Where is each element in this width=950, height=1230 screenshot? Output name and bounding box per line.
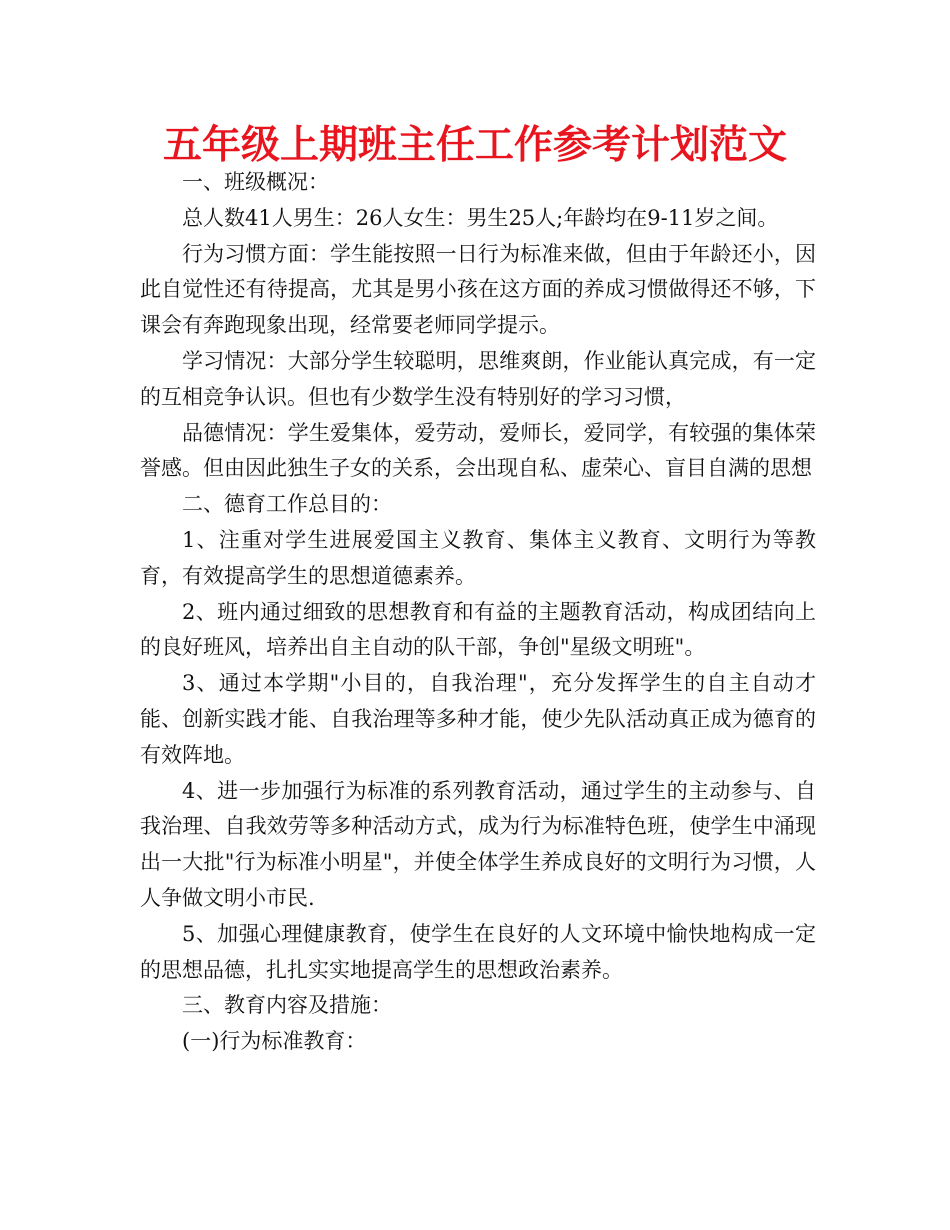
section-heading-content-measures: 三、教育内容及措施：	[182, 993, 392, 1018]
goal-item-2: 2、班内通过细致的思想教育和有益的主题教育活动，构成团结向上的良好班风，培养出自主自动的队干部，争创"星级文明班"。	[140, 599, 816, 660]
paragraph-behavior-habits: 行为习惯方面：学生能按照一日行为标准来做，但由于年龄还小，因此自觉性还有待提高，尤其是男小孩在这方面的养成习惯做得还不够，下课会有奔跑现象出现，经常要老师同学提示。	[140, 241, 816, 338]
paragraph-class-size: 总人数41人男生：26人女生：男生25人;年龄均在9-11岁之间。	[182, 205, 779, 230]
document-body	[140, 165, 816, 1060]
goal-item-3: 3、通过本学期"小目的，自我治理"，充分发挥学生的自主自动才能、创新实践才能、自我治理等多种才能，使少先队活动真正成为德育的有效阵地。	[140, 671, 816, 767]
section-heading-class-overview: 一、班级概况：	[182, 170, 329, 194]
subsection-heading-behavior-education: (一)行为标准教育：	[182, 1029, 367, 1054]
document-title: 五年级上期班主任工作参考计划范文	[162, 123, 787, 168]
goal-item-4: 4、进一步加强行为标准的系列教育活动，通过学生的主动参与、自我治理、自我效劳等多种活动方式，成为行为标准特色班，使学生中涌现出一大批"行为标准小明星"，并使全体学生养成良好的文明行为习惯，人人争做文明小市民.	[140, 778, 816, 910]
goal-item-1: 1、注重对学生进展爱国主义教育、集体主义教育、文明行为等教育，有效提高学生的思想道德素养。	[140, 527, 816, 588]
paragraph-study-situation: 学习情况：大部分学生较聪明，思维爽朗，作业能认真完成，有一定的互相竞争认识。但也有少数学生没有特别好的学习习惯，	[140, 348, 816, 409]
paragraph-moral-situation: 品德情况：学生爱集体，爱劳动，爱师长，爱同学，有较强的集体荣誉感。但由因此独生子女的关系，会出现自私、虚荣心、盲目自满的思想	[140, 420, 816, 481]
section-heading-moral-goals: 二、德育工作总目的：	[182, 492, 392, 517]
goal-item-5: 5、加强心理健康教育，使学生在良好的人文环境中愉快地构成一定的思想品德，扎扎实实地提高学生的思想政治素养。	[140, 921, 816, 982]
